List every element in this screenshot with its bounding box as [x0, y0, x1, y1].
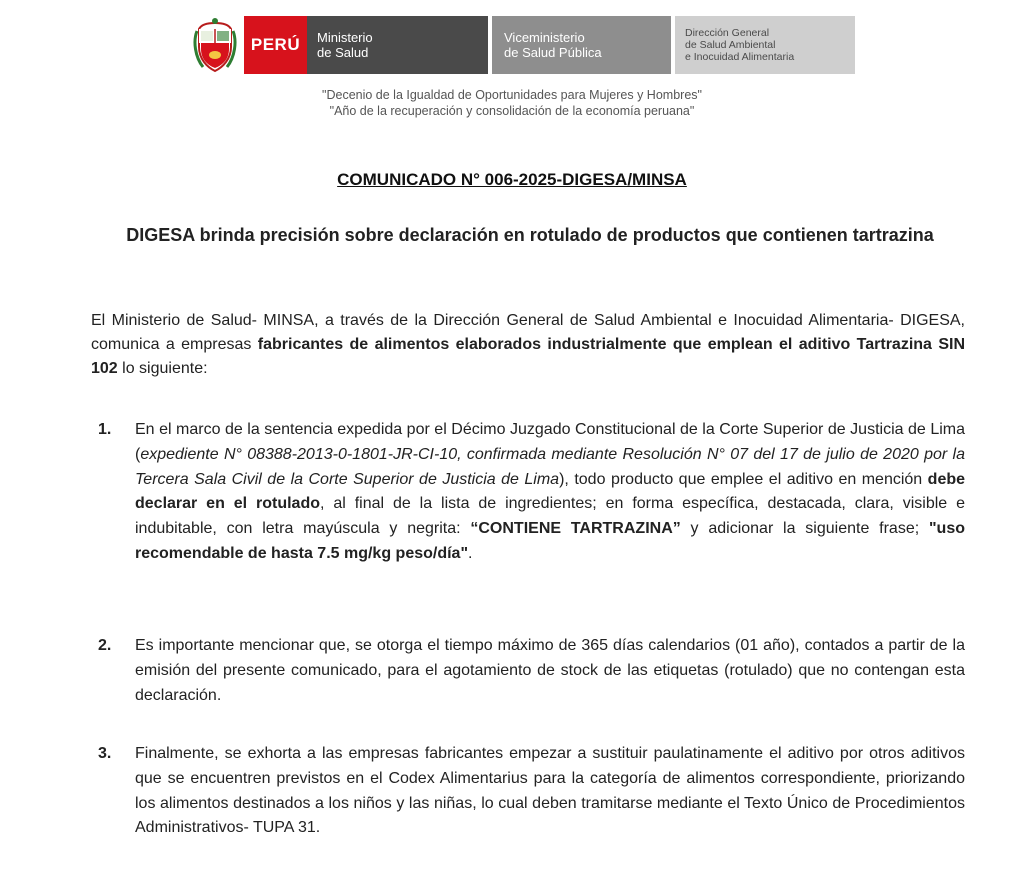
item1-text-e: , al final de la lista de ingredientes; en forma específica, destacada, clara, visible e indubitable, con letra mayúscula y negrita: — [135, 495, 966, 538]
direccion-line-2: de Salud Ambiental — [685, 39, 776, 51]
list-text-2: Es importante mencionar que, se otorga el tiempo máximo de 365 días calendarios (01 año), contados a partir de la emisión del presente comunicado, para el agotamiento de stock de las etiquetas (rotulado) que no contengan esta declaración. — [135, 637, 965, 704]
document-subtitle: DIGESA brinda precisión sobre declaración en rotulado de productos que contienen tartrazina — [126, 225, 934, 245]
item1-text-italic: expediente N° 08388-2013-0-1801-JR-CI-10, confirmada mediante Resolución N° 07 del 17 de julio de 2020 por la Tercera Sala Civil de la Corte Superior de Justicia de Lima — [135, 445, 965, 488]
intro-text-bold: fabricantes de alimentos elaborados industrialmente que emplean el aditivo Tartrazina SIN 102 — [91, 336, 965, 377]
direccion-line-3: e Inocuidad Alimentaria — [685, 51, 795, 63]
item1-text-bold-f: “CONTIENE TARTRAZINA” — [470, 520, 681, 538]
viceministerio-block — [492, 16, 671, 74]
peru-coat-of-arms-icon — [192, 16, 238, 74]
intro-text-c: lo siguiente: — [117, 360, 208, 377]
list-number-1: 1. — [98, 421, 112, 438]
list-item-2 — [98, 634, 965, 708]
intro-paragraph — [91, 309, 965, 381]
vice-line-1: Viceministerio — [504, 30, 585, 45]
item1-text-g: y adicionar la siguiente frase; — [680, 520, 929, 538]
ministerio-line-1: Ministerio — [317, 30, 373, 45]
item1-text-c: ), todo producto que emplee el aditivo en mención — [559, 470, 928, 488]
ministerio-line-2: de Salud — [317, 45, 369, 60]
item1-text-bold-d: debe declarar en el rotulado — [135, 470, 966, 513]
anio-motto: "Año de la recuperación y consolidación de la economía peruana" — [329, 104, 695, 118]
peru-brand-block — [244, 16, 307, 74]
institutional-header — [192, 16, 855, 74]
intro-text-a: El Ministerio de Salud- MINSA, a través de la Dirección General de Salud Ambiental e Inocuidad Alimentaria- DIGESA, comunica a empresas — [91, 312, 965, 353]
list-item-1 — [98, 418, 965, 567]
list-text-3: Finalmente, se exhorta a las empresas fabricantes empezar a sustituir paulatinamente el aditivo por otros aditivos que se encuentren previstos en el Codex Alimentarius para la categoría de alimentos correspondiente, priorizando los alimentos destinados a los niños y las niñas, lo cual deben tramitarse mediante el Texto Único de Procedimientos Administrativos- TUPA 31. — [135, 745, 965, 837]
document-title: COMUNICADO N° 006-2025-DIGESA/MINSA — [337, 170, 687, 189]
direccion-line-1: Dirección General — [685, 27, 770, 39]
item1-text-i: . — [468, 544, 473, 562]
item1-text-bold-h: "uso recomendable de hasta 7.5 mg/kg peso/día" — [135, 520, 965, 562]
year-mottos — [0, 87, 1024, 119]
vice-line-2: de Salud Pública — [504, 45, 602, 60]
ministerio-block — [307, 16, 488, 74]
decenio-motto: "Decenio de la Igualdad de Oportunidades para Mujeres y Hombres" — [322, 88, 702, 102]
list-text-1 — [135, 418, 965, 567]
list-number-3: 3. — [98, 745, 112, 762]
item1-text-a: En el marco de la sentencia expedida por el Décimo Juzgado Constitucional de la Corte Superior de Justicia de Lima ( — [135, 421, 965, 463]
list-item-3 — [98, 742, 965, 841]
peru-label: PERÚ — [250, 35, 301, 54]
direccion-block — [675, 16, 855, 74]
list-number-2: 2. — [98, 637, 112, 654]
